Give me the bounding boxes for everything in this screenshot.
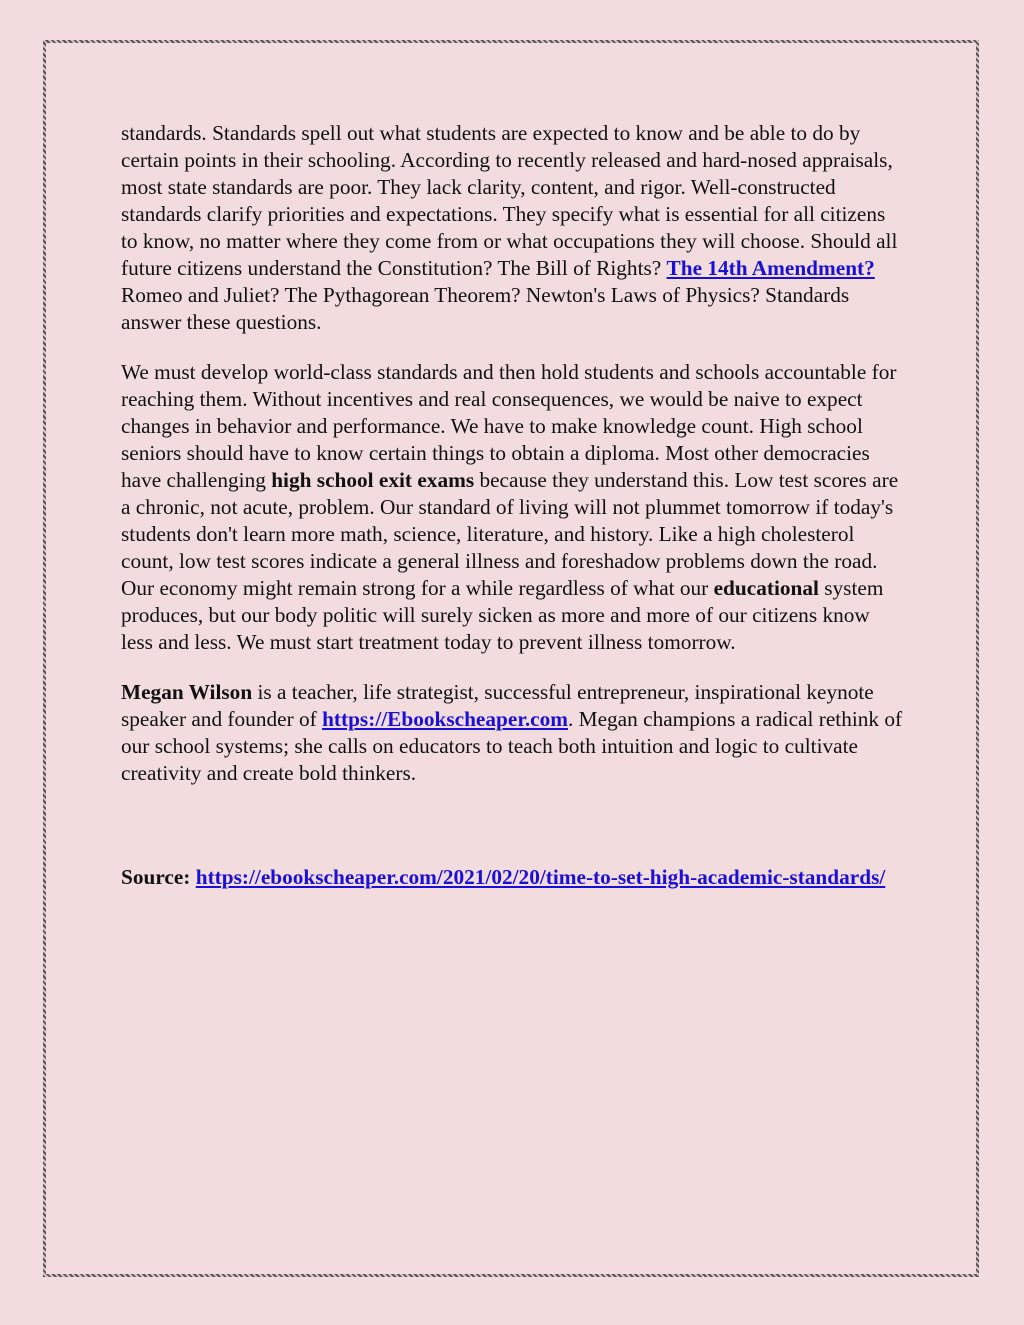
ebookscheaper-link[interactable]: https://Ebookscheaper.com bbox=[322, 707, 568, 731]
educational-bold: educational bbox=[713, 576, 819, 600]
exit-exams-bold: high school exit exams bbox=[271, 468, 475, 492]
author-name: Megan Wilson bbox=[121, 680, 253, 704]
document-body bbox=[121, 120, 907, 914]
paragraph-standards: standards. Standards spell out what students are expected to know and be able to do by certain points in their schooling. According to recently released and hard-nosed appraisals, most state standards are poor. They lack clarity, content, and rigor. Well-constructed standards clarify priorities and expectations. They specify what is essential for all citizens to know, no matter where they come from or what occupations they will choose. Should all future citizens understand the Constitution? The Bill of Rights? The 14th Amendment? Romeo and Juliet? The Pythagorean Theorem? Newton's Laws of Physics? Standards answer these questions. bbox=[121, 121, 898, 334]
source-line bbox=[121, 864, 907, 891]
source-label: Source: bbox=[121, 865, 191, 889]
paragraph-author-bio: Megan Wilson is a teacher, life strategist, successful entrepreneur, inspirational keynote speaker and founder of https://Ebookscheaper.com. Megan champions a radical rethink of our school systems; she calls on educators to teach both intuition and logic to cultivate creativity and create bold thinkers. bbox=[121, 680, 903, 785]
amendment-link[interactable]: The 14th Amendment? bbox=[666, 256, 875, 280]
paragraph-world-class: We must develop world-class standards and then hold students and schools accountable for reaching them. Without incentives and real consequences, we would be naive to expect changes in behavior and performance. We have to make knowledge count. High school seniors should have to know certain things to obtain a diploma. Most other democracies have challenging high school exit exams because they understand this. Low test scores are a chronic, not acute, problem. Our standard of living will not plummet tomorrow if today's students don't learn more math, science, literature, and history. Like a high cholesterol count, low test scores indicate a general illness and foreshadow problems down the road. Our economy might remain strong for a while regardless of what our educational system produces, but our body politic will surely sicken as more and more of our citizens know less and less. We must start treatment today to prevent illness tomorrow. bbox=[121, 360, 899, 654]
spacer bbox=[121, 810, 907, 864]
source-link[interactable]: https://ebookscheaper.com/2021/02/20/time-to-set-high-academic-standards/ bbox=[195, 865, 886, 889]
